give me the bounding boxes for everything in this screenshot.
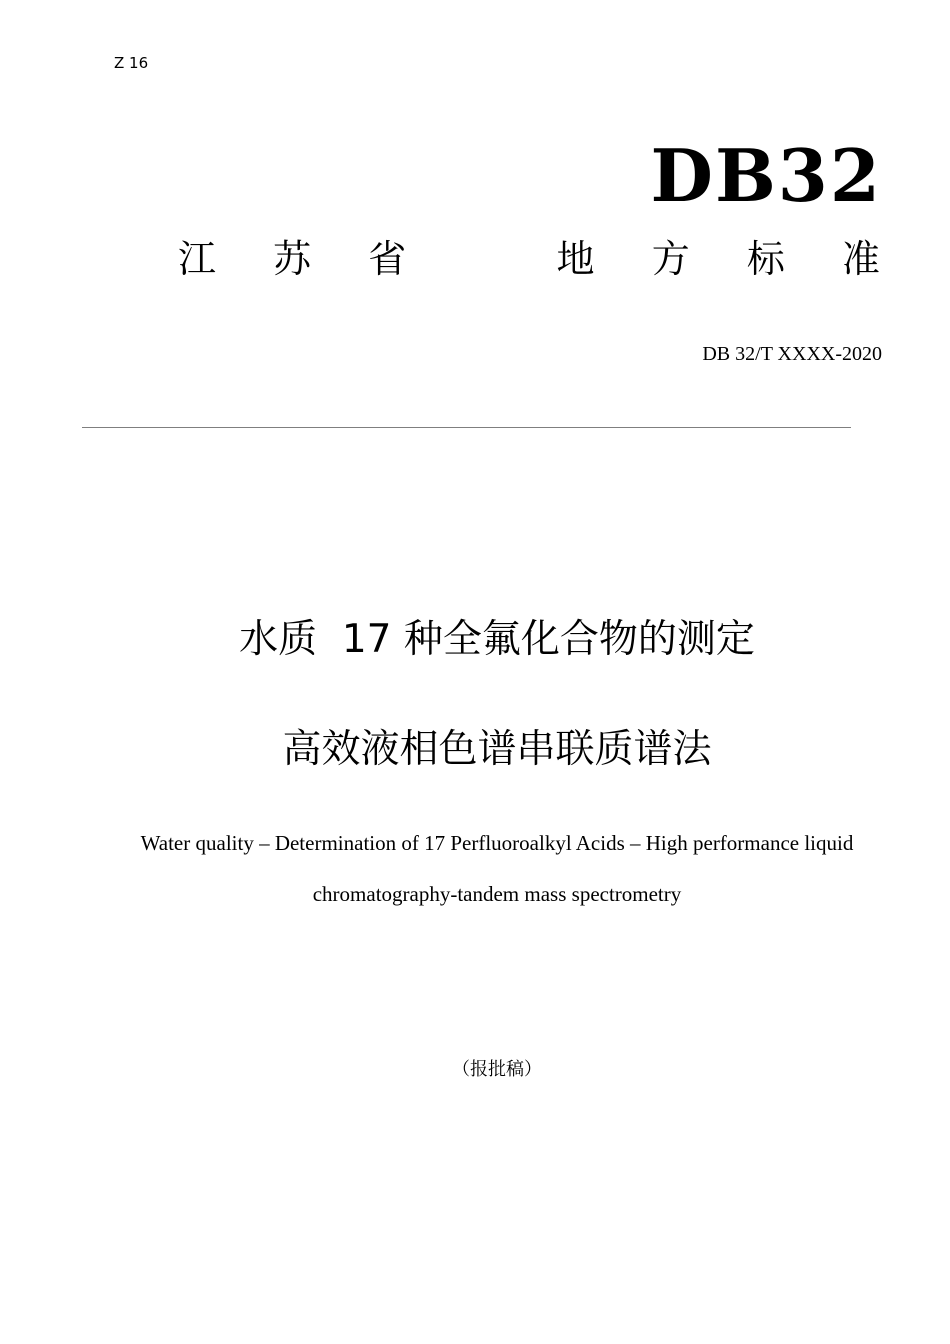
standard-type-char: 地 (556, 237, 595, 281)
english-title-line-2: chromatography-tandem mass spectrometry (312, 882, 682, 906)
standard-type-char: 苏 (273, 237, 312, 281)
chinese-title-line-2: 高效液相色谱串联质谱法 (282, 727, 712, 772)
standard-number: DB 32/T XXXX-2020 (702, 343, 882, 365)
english-title-line-1: Water quality – Determination of 17 Perfluoroalkyl Acids – High performance liquid (140, 831, 854, 855)
draft-stage-label: （报批稿） (452, 1059, 542, 1080)
classification-code: Z 16 (114, 54, 149, 72)
chinese-title-line-1: 水质 17 种全氟化合物的测定 (239, 617, 755, 662)
standard-type-char: 江 (178, 237, 217, 281)
heading-spacer (463, 240, 499, 278)
standard-type-char: 方 (651, 237, 690, 281)
standard-type-heading (178, 237, 880, 281)
standard-type-char: 标 (746, 237, 785, 281)
standard-code-logo: DB32 (650, 133, 882, 218)
standard-type-char: 准 (841, 237, 880, 281)
standard-type-char: 省 (368, 237, 407, 281)
header-divider (82, 427, 851, 428)
